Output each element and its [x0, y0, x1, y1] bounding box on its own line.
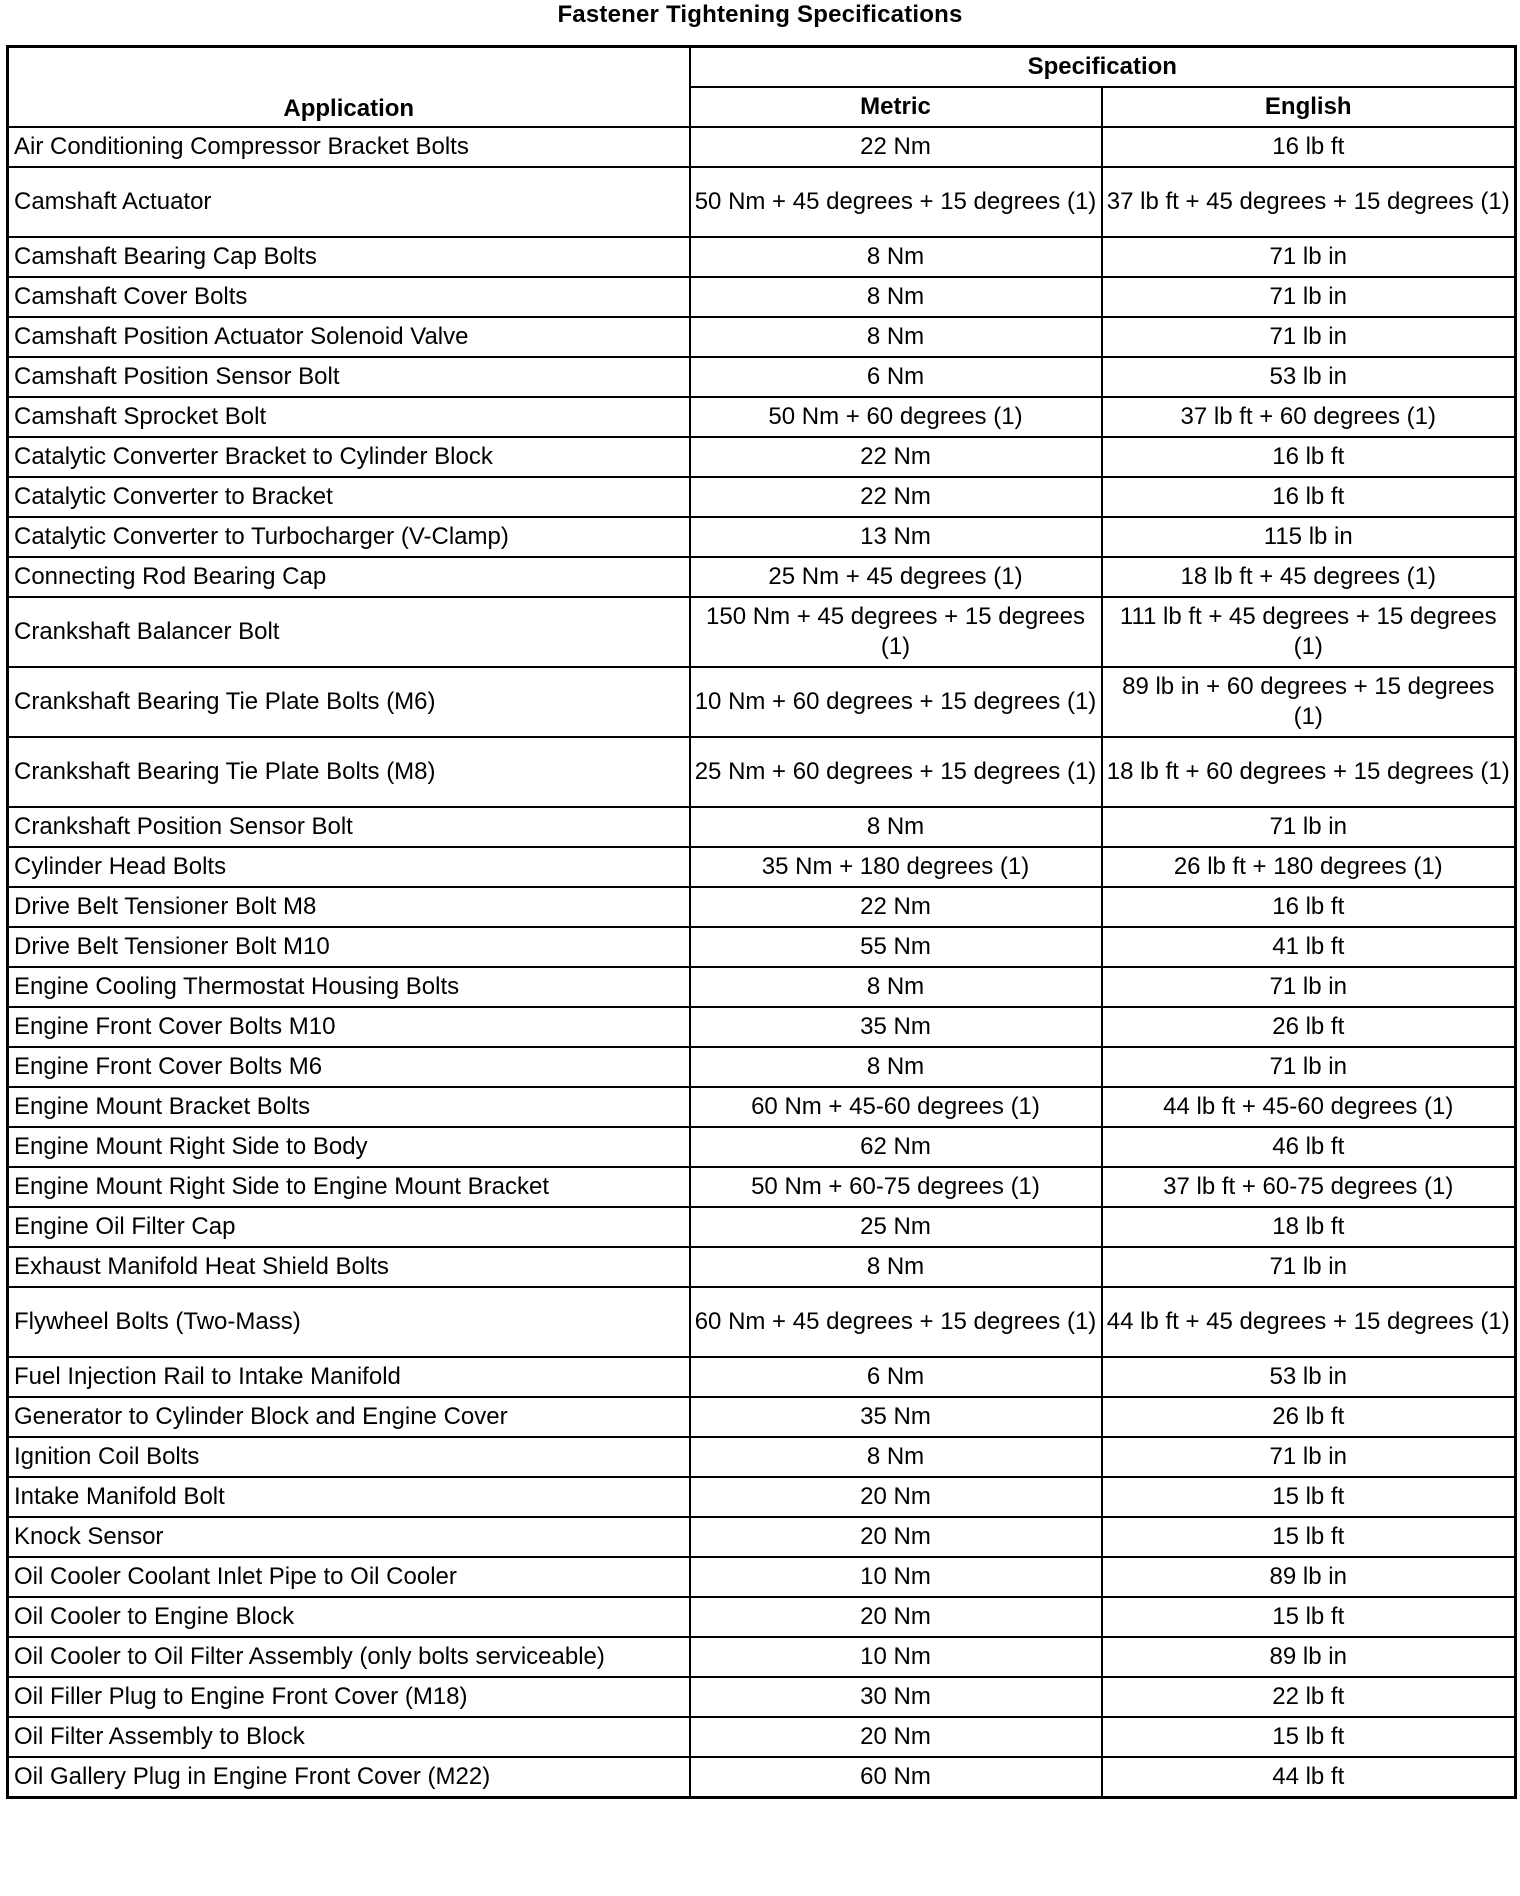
metric-cell: 60 Nm + 45 degrees + 15 degrees (1) [690, 1287, 1102, 1357]
metric-cell: 22 Nm [690, 477, 1102, 517]
table-row [8, 167, 1516, 237]
table-row [8, 1677, 1516, 1717]
english-cell: 37 lb ft + 60-75 degrees (1) [1102, 1167, 1516, 1207]
english-cell: 44 lb ft + 45 degrees + 15 degrees (1) [1102, 1287, 1516, 1357]
application-cell: Intake Manifold Bolt [8, 1477, 690, 1517]
metric-cell: 22 Nm [690, 127, 1102, 167]
application-cell: Crankshaft Bearing Tie Plate Bolts (M6) [8, 667, 690, 737]
table-row [8, 127, 1516, 167]
application-cell: Oil Cooler to Engine Block [8, 1597, 690, 1637]
metric-cell: 8 Nm [690, 1437, 1102, 1477]
metric-cell: 8 Nm [690, 807, 1102, 847]
english-cell: 18 lb ft [1102, 1207, 1516, 1247]
table-row [8, 927, 1516, 967]
table-row [8, 1247, 1516, 1287]
metric-cell: 8 Nm [690, 1047, 1102, 1087]
english-cell: 71 lb in [1102, 317, 1516, 357]
application-cell: Oil Cooler Coolant Inlet Pipe to Oil Cooler [8, 1557, 690, 1597]
application-cell: Connecting Rod Bearing Cap [8, 557, 690, 597]
table-row [8, 557, 1516, 597]
table-row [8, 1397, 1516, 1437]
english-cell: 37 lb ft + 45 degrees + 15 degrees (1) [1102, 167, 1516, 237]
application-cell: Engine Mount Right Side to Engine Mount Bracket [8, 1167, 690, 1207]
table-row [8, 1207, 1516, 1247]
table-row [8, 1127, 1516, 1167]
english-cell: 115 lb in [1102, 517, 1516, 557]
english-cell: 18 lb ft + 45 degrees (1) [1102, 557, 1516, 597]
table-row [8, 517, 1516, 557]
application-cell: Fuel Injection Rail to Intake Manifold [8, 1357, 690, 1397]
english-cell: 71 lb in [1102, 1247, 1516, 1287]
table-row [8, 317, 1516, 357]
english-cell: 15 lb ft [1102, 1717, 1516, 1757]
english-cell: 41 lb ft [1102, 927, 1516, 967]
metric-cell: 25 Nm [690, 1207, 1102, 1247]
english-cell: 22 lb ft [1102, 1677, 1516, 1717]
application-header: Application [8, 47, 690, 128]
metric-cell: 20 Nm [690, 1517, 1102, 1557]
metric-cell: 6 Nm [690, 357, 1102, 397]
table-row [8, 807, 1516, 847]
application-cell: Engine Front Cover Bolts M6 [8, 1047, 690, 1087]
application-cell: Camshaft Bearing Cap Bolts [8, 237, 690, 277]
application-cell: Cylinder Head Bolts [8, 847, 690, 887]
application-cell: Generator to Cylinder Block and Engine Cover [8, 1397, 690, 1437]
table-row [8, 967, 1516, 1007]
metric-cell: 20 Nm [690, 1597, 1102, 1637]
table-row [8, 277, 1516, 317]
metric-cell: 25 Nm + 60 degrees + 15 degrees (1) [690, 737, 1102, 807]
metric-cell: 30 Nm [690, 1677, 1102, 1717]
application-cell: Knock Sensor [8, 1517, 690, 1557]
english-cell: 71 lb in [1102, 967, 1516, 1007]
english-cell: 44 lb ft + 45-60 degrees (1) [1102, 1087, 1516, 1127]
english-cell: 44 lb ft [1102, 1757, 1516, 1798]
metric-cell: 35 Nm [690, 1397, 1102, 1437]
english-cell: 26 lb ft [1102, 1007, 1516, 1047]
english-cell: 16 lb ft [1102, 127, 1516, 167]
english-cell: 15 lb ft [1102, 1597, 1516, 1637]
table-row [8, 1287, 1516, 1357]
english-cell: 71 lb in [1102, 1047, 1516, 1087]
application-cell: Catalytic Converter to Turbocharger (V-Clamp) [8, 517, 690, 557]
english-cell: 89 lb in + 60 degrees + 15 degrees (1) [1102, 667, 1516, 737]
table-header [8, 47, 1516, 128]
metric-cell: 10 Nm + 60 degrees + 15 degrees (1) [690, 667, 1102, 737]
english-cell: 46 lb ft [1102, 1127, 1516, 1167]
table-row [8, 1477, 1516, 1517]
english-cell: 111 lb ft + 45 degrees + 15 degrees (1) [1102, 597, 1516, 667]
application-cell: Catalytic Converter Bracket to Cylinder Block [8, 437, 690, 477]
table-row [8, 887, 1516, 927]
metric-header: Metric [690, 87, 1102, 127]
english-cell: 26 lb ft [1102, 1397, 1516, 1437]
english-header: English [1102, 87, 1516, 127]
specification-header: Specification [690, 47, 1516, 88]
table-row [8, 737, 1516, 807]
metric-cell: 60 Nm [690, 1757, 1102, 1798]
application-cell: Exhaust Manifold Heat Shield Bolts [8, 1247, 690, 1287]
table-row [8, 1517, 1516, 1557]
metric-cell: 50 Nm + 60-75 degrees (1) [690, 1167, 1102, 1207]
english-cell: 53 lb in [1102, 357, 1516, 397]
application-cell: Engine Cooling Thermostat Housing Bolts [8, 967, 690, 1007]
application-cell: Camshaft Sprocket Bolt [8, 397, 690, 437]
metric-cell: 10 Nm [690, 1557, 1102, 1597]
english-cell: 15 lb ft [1102, 1517, 1516, 1557]
application-cell: Engine Front Cover Bolts M10 [8, 1007, 690, 1047]
specifications-table [6, 45, 1517, 1799]
table-row [8, 1437, 1516, 1477]
metric-cell: 150 Nm + 45 degrees + 15 degrees (1) [690, 597, 1102, 667]
application-cell: Ignition Coil Bolts [8, 1437, 690, 1477]
english-cell: 16 lb ft [1102, 477, 1516, 517]
table-row [8, 1757, 1516, 1798]
table-row [8, 1557, 1516, 1597]
metric-cell: 8 Nm [690, 317, 1102, 357]
english-cell: 71 lb in [1102, 237, 1516, 277]
table-row [8, 667, 1516, 737]
metric-cell: 20 Nm [690, 1717, 1102, 1757]
metric-cell: 25 Nm + 45 degrees (1) [690, 557, 1102, 597]
table-row [8, 397, 1516, 437]
application-cell: Oil Filler Plug to Engine Front Cover (M18) [8, 1677, 690, 1717]
table-row [8, 237, 1516, 277]
english-cell: 53 lb in [1102, 1357, 1516, 1397]
application-cell: Camshaft Actuator [8, 167, 690, 237]
metric-cell: 6 Nm [690, 1357, 1102, 1397]
application-cell: Catalytic Converter to Bracket [8, 477, 690, 517]
application-cell: Crankshaft Bearing Tie Plate Bolts (M8) [8, 737, 690, 807]
metric-cell: 8 Nm [690, 237, 1102, 277]
application-cell: Camshaft Position Sensor Bolt [8, 357, 690, 397]
table-row [8, 1087, 1516, 1127]
table-row [8, 847, 1516, 887]
metric-cell: 62 Nm [690, 1127, 1102, 1167]
application-cell: Engine Mount Right Side to Body [8, 1127, 690, 1167]
metric-cell: 22 Nm [690, 887, 1102, 927]
metric-cell: 8 Nm [690, 1247, 1102, 1287]
english-cell: 15 lb ft [1102, 1477, 1516, 1517]
table-row [8, 1637, 1516, 1677]
table-row [8, 1167, 1516, 1207]
application-cell: Camshaft Position Actuator Solenoid Valve [8, 317, 690, 357]
english-cell: 37 lb ft + 60 degrees (1) [1102, 397, 1516, 437]
metric-cell: 22 Nm [690, 437, 1102, 477]
table-row [8, 1597, 1516, 1637]
metric-cell: 13 Nm [690, 517, 1102, 557]
application-cell: Drive Belt Tensioner Bolt M8 [8, 887, 690, 927]
application-cell: Camshaft Cover Bolts [8, 277, 690, 317]
metric-cell: 55 Nm [690, 927, 1102, 967]
table-row [8, 1047, 1516, 1087]
english-cell: 71 lb in [1102, 277, 1516, 317]
metric-cell: 60 Nm + 45-60 degrees (1) [690, 1087, 1102, 1127]
application-cell: Engine Oil Filter Cap [8, 1207, 690, 1247]
english-cell: 16 lb ft [1102, 437, 1516, 477]
metric-cell: 35 Nm + 180 degrees (1) [690, 847, 1102, 887]
application-cell: Oil Gallery Plug in Engine Front Cover (M22) [8, 1757, 690, 1798]
application-cell: Oil Filter Assembly to Block [8, 1717, 690, 1757]
table-row [8, 1717, 1516, 1757]
application-cell: Flywheel Bolts (Two-Mass) [8, 1287, 690, 1357]
metric-cell: 10 Nm [690, 1637, 1102, 1677]
table-row [8, 1357, 1516, 1397]
english-cell: 71 lb in [1102, 807, 1516, 847]
application-cell: Crankshaft Position Sensor Bolt [8, 807, 690, 847]
table-body [8, 127, 1516, 1798]
english-cell: 71 lb in [1102, 1437, 1516, 1477]
table-row [8, 477, 1516, 517]
table-row [8, 1007, 1516, 1047]
application-cell: Oil Cooler to Oil Filter Assembly (only bolts serviceable) [8, 1637, 690, 1677]
table-row [8, 437, 1516, 477]
metric-cell: 8 Nm [690, 967, 1102, 1007]
table-row [8, 357, 1516, 397]
metric-cell: 50 Nm + 60 degrees (1) [690, 397, 1102, 437]
english-cell: 89 lb in [1102, 1637, 1516, 1677]
page-title: Fastener Tightening Specifications [557, 1, 963, 28]
application-cell: Crankshaft Balancer Bolt [8, 597, 690, 667]
metric-cell: 8 Nm [690, 277, 1102, 317]
english-cell: 18 lb ft + 60 degrees + 15 degrees (1) [1102, 737, 1516, 807]
english-cell: 26 lb ft + 180 degrees (1) [1102, 847, 1516, 887]
english-cell: 16 lb ft [1102, 887, 1516, 927]
english-cell: 89 lb in [1102, 1557, 1516, 1597]
application-cell: Air Conditioning Compressor Bracket Bolts [8, 127, 690, 167]
metric-cell: 20 Nm [690, 1477, 1102, 1517]
table-row [8, 597, 1516, 667]
metric-cell: 35 Nm [690, 1007, 1102, 1047]
application-cell: Drive Belt Tensioner Bolt M10 [8, 927, 690, 967]
metric-cell: 50 Nm + 45 degrees + 15 degrees (1) [690, 167, 1102, 237]
application-cell: Engine Mount Bracket Bolts [8, 1087, 690, 1127]
